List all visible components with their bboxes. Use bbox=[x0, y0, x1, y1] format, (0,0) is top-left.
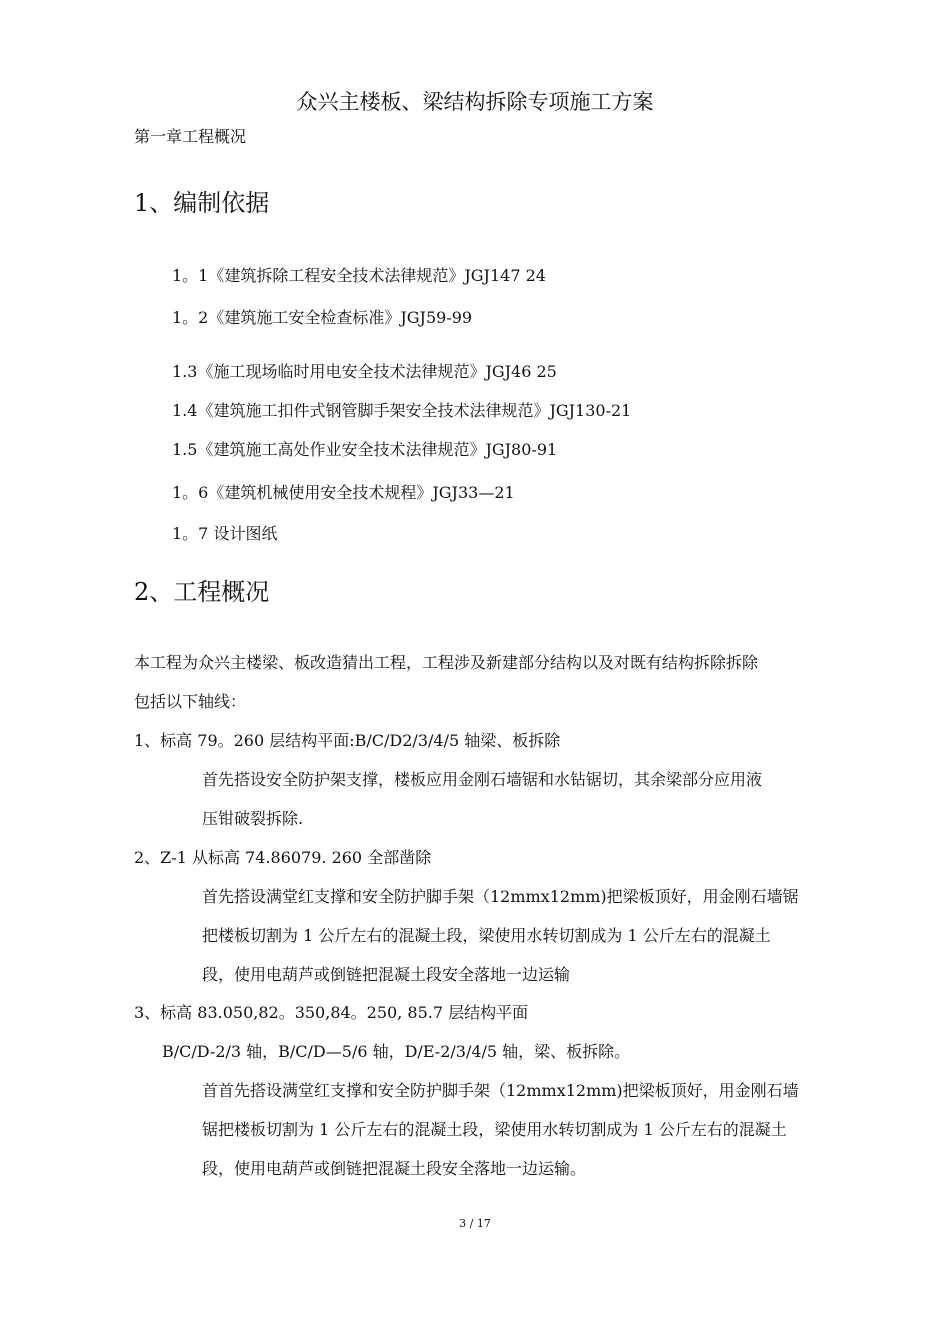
chapter-heading: 第一章工程概况 bbox=[134, 127, 247, 146]
section-heading-basis: 1、编制依据 bbox=[134, 189, 270, 217]
scope-item-description: 压钳破裂拆除. bbox=[202, 809, 304, 828]
document-title: 众兴主楼板、梁结构拆除专项施工方案 bbox=[296, 90, 654, 114]
reference-item: 1。7 设计图纸 bbox=[172, 524, 278, 543]
scope-item-label: 2、Z-1 从标高 74.86079. 260 全部凿除 bbox=[134, 848, 432, 867]
reference-item: 1。1《建筑拆除工程安全技术法律规范》JGJ147 24 bbox=[172, 266, 546, 285]
scope-item-description: 首先搭设安全防护架支撑，楼板应用金刚石墙锯和水钻锯切，其余梁部分应用液 bbox=[202, 770, 763, 789]
scope-item-description: 段，使用电葫芦或倒链把混凝土段安全落地一边运输 bbox=[202, 965, 571, 984]
scope-item-label: 3、标高 83.050,82。350,84。250, 85.7 层结构平面 bbox=[134, 1003, 529, 1022]
reference-item: 1.4《建筑施工扣件式钢管脚手架安全技术法律规范》JGJ130-21 bbox=[172, 401, 632, 420]
reference-item: 1。2《建筑施工安全检查标准》JGJ59-99 bbox=[172, 308, 473, 327]
page-number: 3 / 17 bbox=[459, 1217, 491, 1230]
scope-item-description: 首首先搭设满堂红支撑和安全防护脚手架（12mmx12mm)把梁板顶好，用金刚石墙 bbox=[202, 1081, 799, 1100]
scope-item-description: 把楼板切割为 1 公斤左右的混凝土段，梁使用水转切割成为 1 公斤左右的混凝土 bbox=[202, 926, 771, 945]
scope-item-label: 1、标高 79。260 层结构平面:B/C/D2/3/4/5 轴梁、板拆除 bbox=[134, 731, 561, 750]
intro-paragraph-line: 本工程为众兴主楼梁、板改造猜出工程，工程涉及新建部分结构以及对既有结构拆除拆除 bbox=[134, 653, 759, 672]
scope-item-description: 锯把楼板切割为 1 公斤左右的混凝土段，梁使用水转切割成为 1 公斤左右的混凝土 bbox=[202, 1120, 787, 1139]
scope-item-label-continued: B/C/D-2/3 轴，B/C/D—5/6 轴，D/E-2/3/4/5 轴，梁、板拆除。 bbox=[162, 1042, 631, 1061]
section-heading-overview: 2、工程概况 bbox=[134, 578, 270, 606]
intro-paragraph-line: 包括以下轴线： bbox=[134, 692, 247, 711]
reference-item: 1.3《施工现场临时用电安全技术法律规范》JGJ46 25 bbox=[172, 362, 557, 381]
reference-item: 1。6《建筑机械使用安全技术规程》JGJ33—21 bbox=[172, 483, 515, 502]
scope-item-description: 首先搭设满堂红支撑和安全防护脚手架（12mmx12mm)把梁板顶好，用金刚石墙锯 bbox=[202, 887, 799, 906]
reference-item: 1.5《建筑施工高处作业安全技术法律规范》JGJ80-91 bbox=[172, 440, 558, 459]
scope-item-description: 段，使用电葫芦或倒链把混凝土段安全落地一边运输。 bbox=[202, 1159, 587, 1178]
